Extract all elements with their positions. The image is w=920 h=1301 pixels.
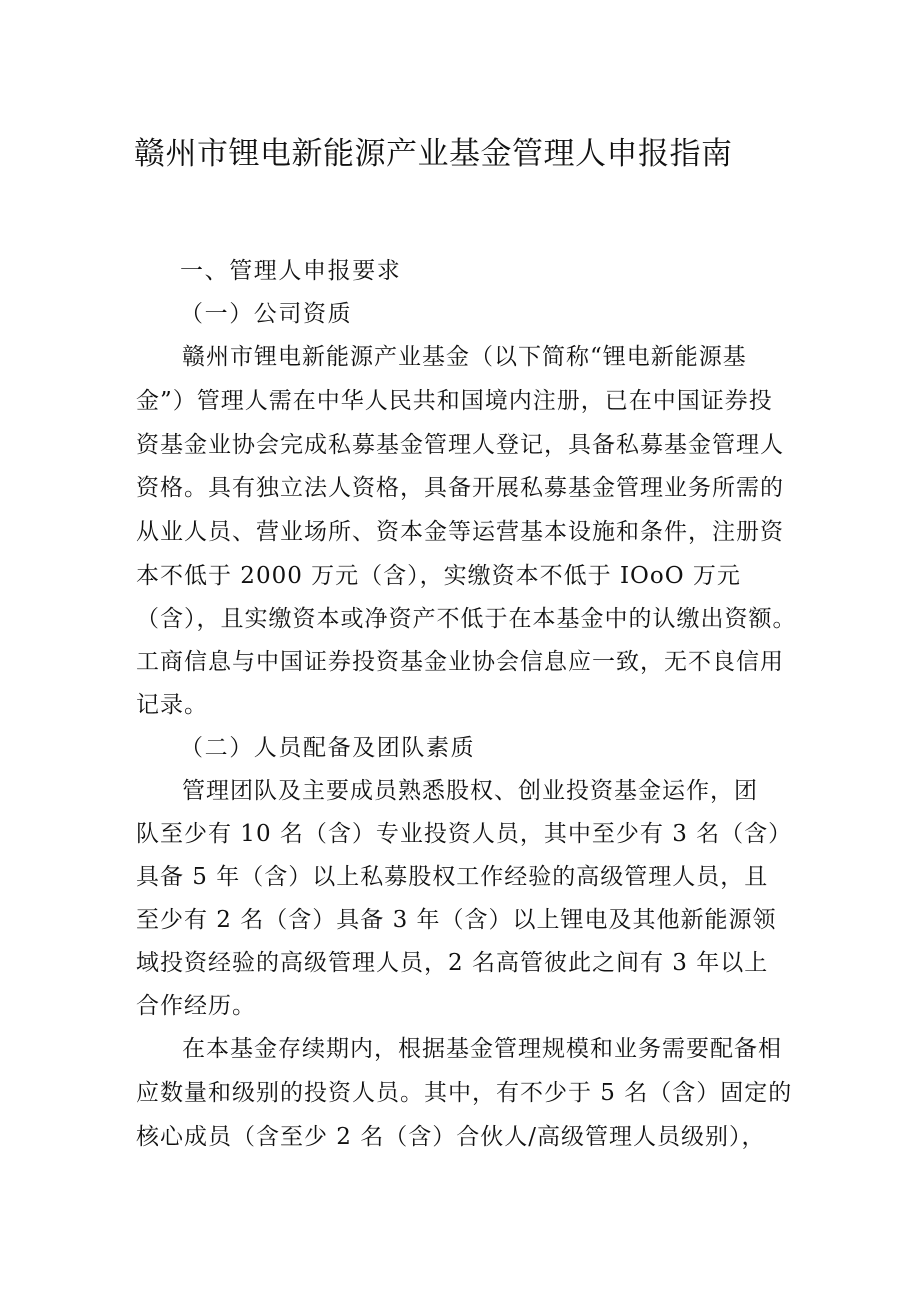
heading-requirements: 一、管理人申报要求 [180,258,402,284]
heading-staffing: （二）人员配备及团队素质 [180,735,476,761]
paragraph-line: 资基金业协会完成私募基金管理人登记，具备私募基金管理人 [136,432,784,458]
paragraph-line: 从业人员、营业场所、资本金等运营基本设施和条件，注册资 [136,519,784,545]
document-title: 赣州市锂电新能源产业基金管理人申报指南 [134,136,733,172]
heading-company-qualification: （一）公司资质 [180,301,353,327]
paragraph-line: 合作经历。 [136,993,256,1019]
paragraph-line: 工商信息与中国证券投资基金业协会信息应一致，无不良信用 [136,649,784,675]
paragraph-line: 至少有 2 名（含）具备 3 年（含）以上锂电及其他新能源领 [136,907,777,933]
paragraph-line: 核心成员（含至少 2 名（含）合伙人/高级管理人员级别）， [136,1124,766,1150]
paragraph-line: 域投资经验的高级管理人员，2 名高管彼此之间有 3 年以上 [136,950,769,976]
paragraph-line: 队至少有 10 名（含）专业投资人员，其中至少有 3 名（含） [136,821,793,847]
paragraph-line: 应数量和级别的投资人员。其中，有不少于 5 名（含）固定的 [136,1080,793,1106]
paragraph-line: 具备 5 年（含）以上私募股权工作经验的高级管理人员，且 [136,864,769,890]
paragraph-line: 资格。具有独立法人资格，具备开展私募基金管理业务所需的 [136,475,784,501]
paragraph-line: 记录。 [136,692,208,718]
paragraph-line: （含），且实缴资本或净资产不低于在本基金中的认缴出资额。 [136,606,797,632]
paragraph-line: 赣州市锂电新能源产业基金（以下简称“锂电新能源基 [182,344,747,370]
paragraph-line: 本不低于 2000 万元（含），实缴资本不低于 IOoO 万元 [136,563,741,589]
paragraph-line: 在本基金存续期内，根据基金管理规模和业务需要配备相 [182,1036,782,1062]
paragraph-line: 管理团队及主要成员熟悉股权、创业投资基金运作，团 [182,778,758,804]
paragraph-line: 金”）管理人需在中华人民共和国境内注册，已在中国证券投 [136,388,773,414]
